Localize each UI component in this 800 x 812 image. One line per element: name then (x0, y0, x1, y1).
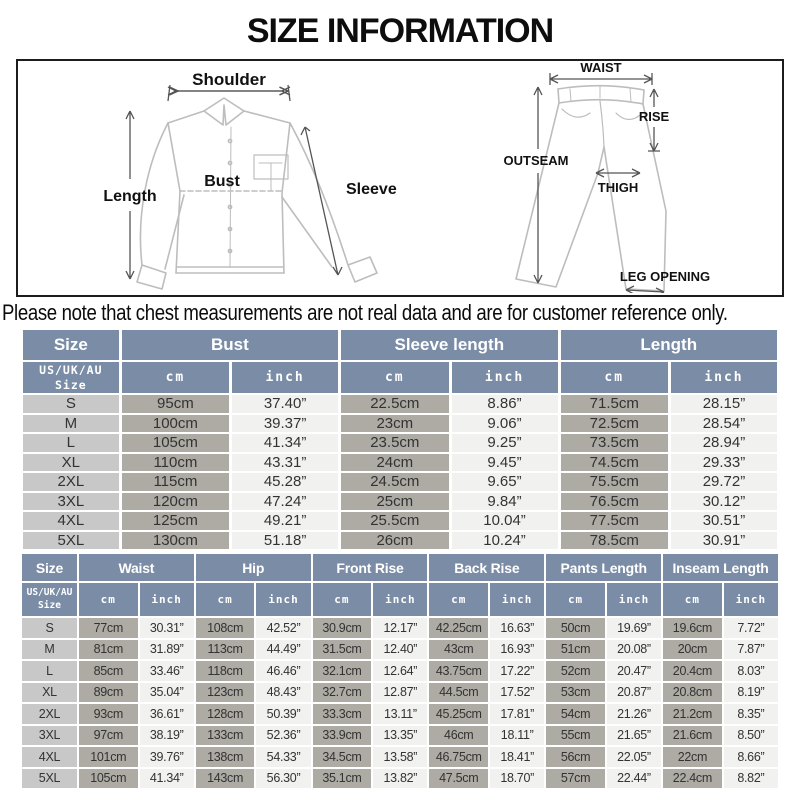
page-title: SIZE INFORMATION (246, 12, 554, 50)
pants-label-thigh: THIGH (597, 180, 639, 195)
table-cell: 110cm (122, 454, 229, 472)
table-cell: 8.66” (724, 747, 778, 767)
table-cell: 75.5cm (561, 473, 668, 491)
table-cell: 9.65” (452, 473, 558, 491)
table-cell: 50.39” (256, 704, 310, 724)
table-cell: 54cm (546, 704, 605, 724)
column-sub-header: inch (452, 362, 558, 393)
pants-label-rise: RISE (638, 109, 670, 124)
column-sub-header: cm (313, 583, 372, 616)
table-cell: 19.69” (607, 618, 661, 638)
table-row (23, 532, 777, 550)
table-cell: 76.5cm (561, 493, 668, 511)
table-cell: 21.26” (607, 704, 661, 724)
table-row (22, 769, 778, 789)
table-cell: 8.03” (724, 661, 778, 681)
shirt-label-length: Length (103, 188, 157, 205)
table-cell: 30.51” (671, 512, 777, 530)
table-cell: 30.9cm (313, 618, 372, 638)
table-cell: 143cm (196, 769, 255, 789)
table-cell: 16.63” (490, 618, 544, 638)
table-cell: 30.31” (140, 618, 194, 638)
table-cell: 28.94” (671, 434, 777, 452)
table-cell: 71.5cm (561, 395, 668, 413)
column-sub-header: cm (663, 583, 722, 616)
table-cell: 38.19” (140, 726, 194, 746)
table-cell: 56cm (546, 747, 605, 767)
table-cell: 73.5cm (561, 434, 668, 452)
column-group-header: Length (561, 330, 777, 360)
table-cell: 9.45” (452, 454, 558, 472)
table-cell: 133cm (196, 726, 255, 746)
table-cell: 13.35” (373, 726, 427, 746)
table-row (22, 747, 778, 767)
table-cell: 5XL (22, 769, 77, 789)
column-sub-header: inch (724, 583, 778, 616)
table-cell: 9.84” (452, 493, 558, 511)
table-cell: 32.1cm (313, 661, 372, 681)
column-sub-header: cm (122, 362, 229, 393)
table-cell: 105cm (122, 434, 229, 452)
table-cell: 20.8cm (663, 683, 722, 703)
table-cell: 93cm (79, 704, 138, 724)
table-cell: 18.11” (490, 726, 544, 746)
table-cell: 105cm (79, 769, 138, 789)
table-cell: 19.6cm (663, 618, 722, 638)
table-cell: 35.1cm (313, 769, 372, 789)
table-cell: 21.2cm (663, 704, 722, 724)
column-group-header: Bust (122, 330, 338, 360)
table-cell: L (22, 661, 77, 681)
table-cell: 108cm (196, 618, 255, 638)
table-cell: 8.19” (724, 683, 778, 703)
table-cell: 8.35” (724, 704, 778, 724)
table-cell: 43.75cm (429, 661, 488, 681)
table-row (22, 661, 778, 681)
table-cell: 48.43” (256, 683, 310, 703)
column-group-header: Front Rise (313, 554, 428, 581)
shirt-label-sleeve: Sleeve (346, 181, 397, 198)
table-cell: 50cm (546, 618, 605, 638)
column-sub-header: inch (373, 583, 427, 616)
table-cell: 26cm (341, 532, 448, 550)
table-cell: 29.72” (671, 473, 777, 491)
table-cell: 7.87” (724, 640, 778, 660)
table-cell: 39.76” (140, 747, 194, 767)
table-cell: 46.46” (256, 661, 310, 681)
column-group-header: Pants Length (546, 554, 661, 581)
table-cell: 54.33” (256, 747, 310, 767)
table-cell: 57cm (546, 769, 605, 789)
table-cell: 120cm (122, 493, 229, 511)
table-cell: 125cm (122, 512, 229, 530)
table-cell: 72.5cm (561, 415, 668, 433)
table-cell: 52.36” (256, 726, 310, 746)
column-sub-header: cm (561, 362, 668, 393)
column-sub-header: cm (546, 583, 605, 616)
table-cell: 33.46” (140, 661, 194, 681)
table-cell: 55cm (546, 726, 605, 746)
table-row (22, 618, 778, 638)
table-cell: 42.25cm (429, 618, 488, 638)
table-cell: 33.9cm (313, 726, 372, 746)
measurement-diagrams (16, 59, 784, 297)
table-cell: 118cm (196, 661, 255, 681)
table-cell: 47.24” (232, 493, 338, 511)
table-cell: 51cm (546, 640, 605, 660)
table-cell: 13.11” (373, 704, 427, 724)
column-sub-header: cm (196, 583, 255, 616)
table-cell: 95cm (122, 395, 229, 413)
pants-label-leg-opening: LEG OPENING (619, 269, 711, 284)
table-cell: 85cm (79, 661, 138, 681)
table-cell: 21.6cm (663, 726, 722, 746)
table-cell: 101cm (79, 747, 138, 767)
table-cell: 12.40” (373, 640, 427, 660)
table-cell: 12.87” (373, 683, 427, 703)
table-row (23, 473, 777, 491)
shirt-size-table (20, 328, 780, 551)
table-cell: 12.17” (373, 618, 427, 638)
table-row (23, 493, 777, 511)
column-sub-header: US/UK/AU Size (23, 362, 119, 393)
column-group-header: Hip (196, 554, 311, 581)
table-cell: 37.40” (232, 395, 338, 413)
table-cell: 24.5cm (341, 473, 448, 491)
table-row (22, 704, 778, 724)
table-cell: S (23, 395, 119, 413)
table-cell: 35.04” (140, 683, 194, 703)
table-cell: M (22, 640, 77, 660)
table-cell: 22.44” (607, 769, 661, 789)
table-cell: 23.5cm (341, 434, 448, 452)
table-cell: 16.93” (490, 640, 544, 660)
table-cell: 3XL (22, 726, 77, 746)
table-cell: 56.30” (256, 769, 310, 789)
table-cell: 44.49” (256, 640, 310, 660)
table-cell: 20.4cm (663, 661, 722, 681)
table-cell: 20.87” (607, 683, 661, 703)
table-cell: 53cm (546, 683, 605, 703)
table-cell: 4XL (22, 747, 77, 767)
table-cell: 30.91” (671, 532, 777, 550)
table-cell: 29.33” (671, 454, 777, 472)
table-cell: 46cm (429, 726, 488, 746)
table-cell: 20.08” (607, 640, 661, 660)
table-cell: 45.25cm (429, 704, 488, 724)
table-cell: 25cm (341, 493, 448, 511)
table-cell: 24cm (341, 454, 448, 472)
pants-label-waist: WAIST (580, 61, 622, 75)
table-row (22, 640, 778, 660)
table-cell: 10.04” (452, 512, 558, 530)
table-cell: 18.70” (490, 769, 544, 789)
table-cell: 3XL (23, 493, 119, 511)
table-cell: 13.58” (373, 747, 427, 767)
table-cell: 10.24” (452, 532, 558, 550)
table-cell: 20cm (663, 640, 722, 660)
table-cell: 81cm (79, 640, 138, 660)
column-group-header: Inseam Length (663, 554, 778, 581)
column-group-header: Back Rise (429, 554, 544, 581)
table-cell: 77cm (79, 618, 138, 638)
table-cell: 41.34” (140, 769, 194, 789)
table-cell: XL (22, 683, 77, 703)
reference-note: Please note that chest measurements are not real data and are for customer reference only. (2, 300, 728, 325)
pants-size-table (20, 552, 780, 790)
table-cell: 51.18” (232, 532, 338, 550)
table-cell: 123cm (196, 683, 255, 703)
table-row (23, 395, 777, 413)
table-cell: 9.06” (452, 415, 558, 433)
table-cell: 46.75cm (429, 747, 488, 767)
table-cell: 4XL (23, 512, 119, 530)
table-cell: 97cm (79, 726, 138, 746)
table-cell: 100cm (122, 415, 229, 433)
table-cell: 17.81” (490, 704, 544, 724)
column-sub-header: inch (232, 362, 338, 393)
table-cell: 31.5cm (313, 640, 372, 660)
table-cell: 22.5cm (341, 395, 448, 413)
table-cell: 130cm (122, 532, 229, 550)
table-cell: 115cm (122, 473, 229, 491)
table-row (23, 434, 777, 452)
table-cell: 7.72” (724, 618, 778, 638)
table-cell: 78.5cm (561, 532, 668, 550)
shirt-label-bust: Bust (204, 173, 240, 190)
table-cell: 2XL (22, 704, 77, 724)
table-cell: 34.5cm (313, 747, 372, 767)
column-sub-header: inch (256, 583, 310, 616)
table-cell: 45.28” (232, 473, 338, 491)
table-cell: 89cm (79, 683, 138, 703)
pants-label-outseam: OUTSEAM (503, 153, 569, 168)
table-cell: S (22, 618, 77, 638)
table-cell: 17.52” (490, 683, 544, 703)
table-cell: 2XL (23, 473, 119, 491)
table-cell: 74.5cm (561, 454, 668, 472)
table-cell: 18.41” (490, 747, 544, 767)
table-cell: 20.47” (607, 661, 661, 681)
pants-diagram (458, 61, 778, 293)
table-cell: 21.65” (607, 726, 661, 746)
table-cell: XL (23, 454, 119, 472)
table-cell: 8.86” (452, 395, 558, 413)
table-cell: 36.61” (140, 704, 194, 724)
table-cell: 39.37” (232, 415, 338, 433)
table-row (23, 415, 777, 433)
table-cell: 47.5cm (429, 769, 488, 789)
column-group-header: Size (22, 554, 77, 581)
table-cell: L (23, 434, 119, 452)
table-cell: 43.31” (232, 454, 338, 472)
table-cell: 30.12” (671, 493, 777, 511)
table-row (23, 454, 777, 472)
table-cell: 22.4cm (663, 769, 722, 789)
table-cell: 138cm (196, 747, 255, 767)
column-sub-header: inch (140, 583, 194, 616)
table-row (23, 512, 777, 530)
table-cell: 9.25” (452, 434, 558, 452)
table-cell: 77.5cm (561, 512, 668, 530)
table-cell: 28.15” (671, 395, 777, 413)
table-cell: 25.5cm (341, 512, 448, 530)
table-cell: 28.54” (671, 415, 777, 433)
table-cell: 12.64” (373, 661, 427, 681)
table-row (22, 726, 778, 746)
table-cell: 128cm (196, 704, 255, 724)
column-sub-header: cm (429, 583, 488, 616)
table-cell: 52cm (546, 661, 605, 681)
column-sub-header: inch (607, 583, 661, 616)
table-cell: 8.50” (724, 726, 778, 746)
shirt-diagram (18, 61, 458, 293)
shirt-label-shoulder: Shoulder (192, 70, 266, 89)
column-sub-header: cm (341, 362, 448, 393)
table-cell: 44.5cm (429, 683, 488, 703)
table-cell: 113cm (196, 640, 255, 660)
table-cell: 43cm (429, 640, 488, 660)
table-cell: 33.3cm (313, 704, 372, 724)
table-cell: 22cm (663, 747, 722, 767)
column-sub-header: inch (490, 583, 544, 616)
table-cell: M (23, 415, 119, 433)
table-cell: 8.82” (724, 769, 778, 789)
table-cell: 49.21” (232, 512, 338, 530)
table-cell: 23cm (341, 415, 448, 433)
column-sub-header: cm (79, 583, 138, 616)
table-cell: 31.89” (140, 640, 194, 660)
table-cell: 32.7cm (313, 683, 372, 703)
shirt-outline-art (137, 98, 377, 289)
table-cell: 17.22” (490, 661, 544, 681)
column-group-header: Size (23, 330, 119, 360)
table-cell: 5XL (23, 532, 119, 550)
table-cell: 41.34” (232, 434, 338, 452)
table-cell: 22.05” (607, 747, 661, 767)
table-cell: 13.82” (373, 769, 427, 789)
table-row (22, 683, 778, 703)
table-cell: 42.52” (256, 618, 310, 638)
column-group-header: Waist (79, 554, 194, 581)
column-group-header: Sleeve length (341, 330, 557, 360)
column-sub-header: inch (671, 362, 777, 393)
column-sub-header: US/UK/AU Size (22, 583, 77, 616)
